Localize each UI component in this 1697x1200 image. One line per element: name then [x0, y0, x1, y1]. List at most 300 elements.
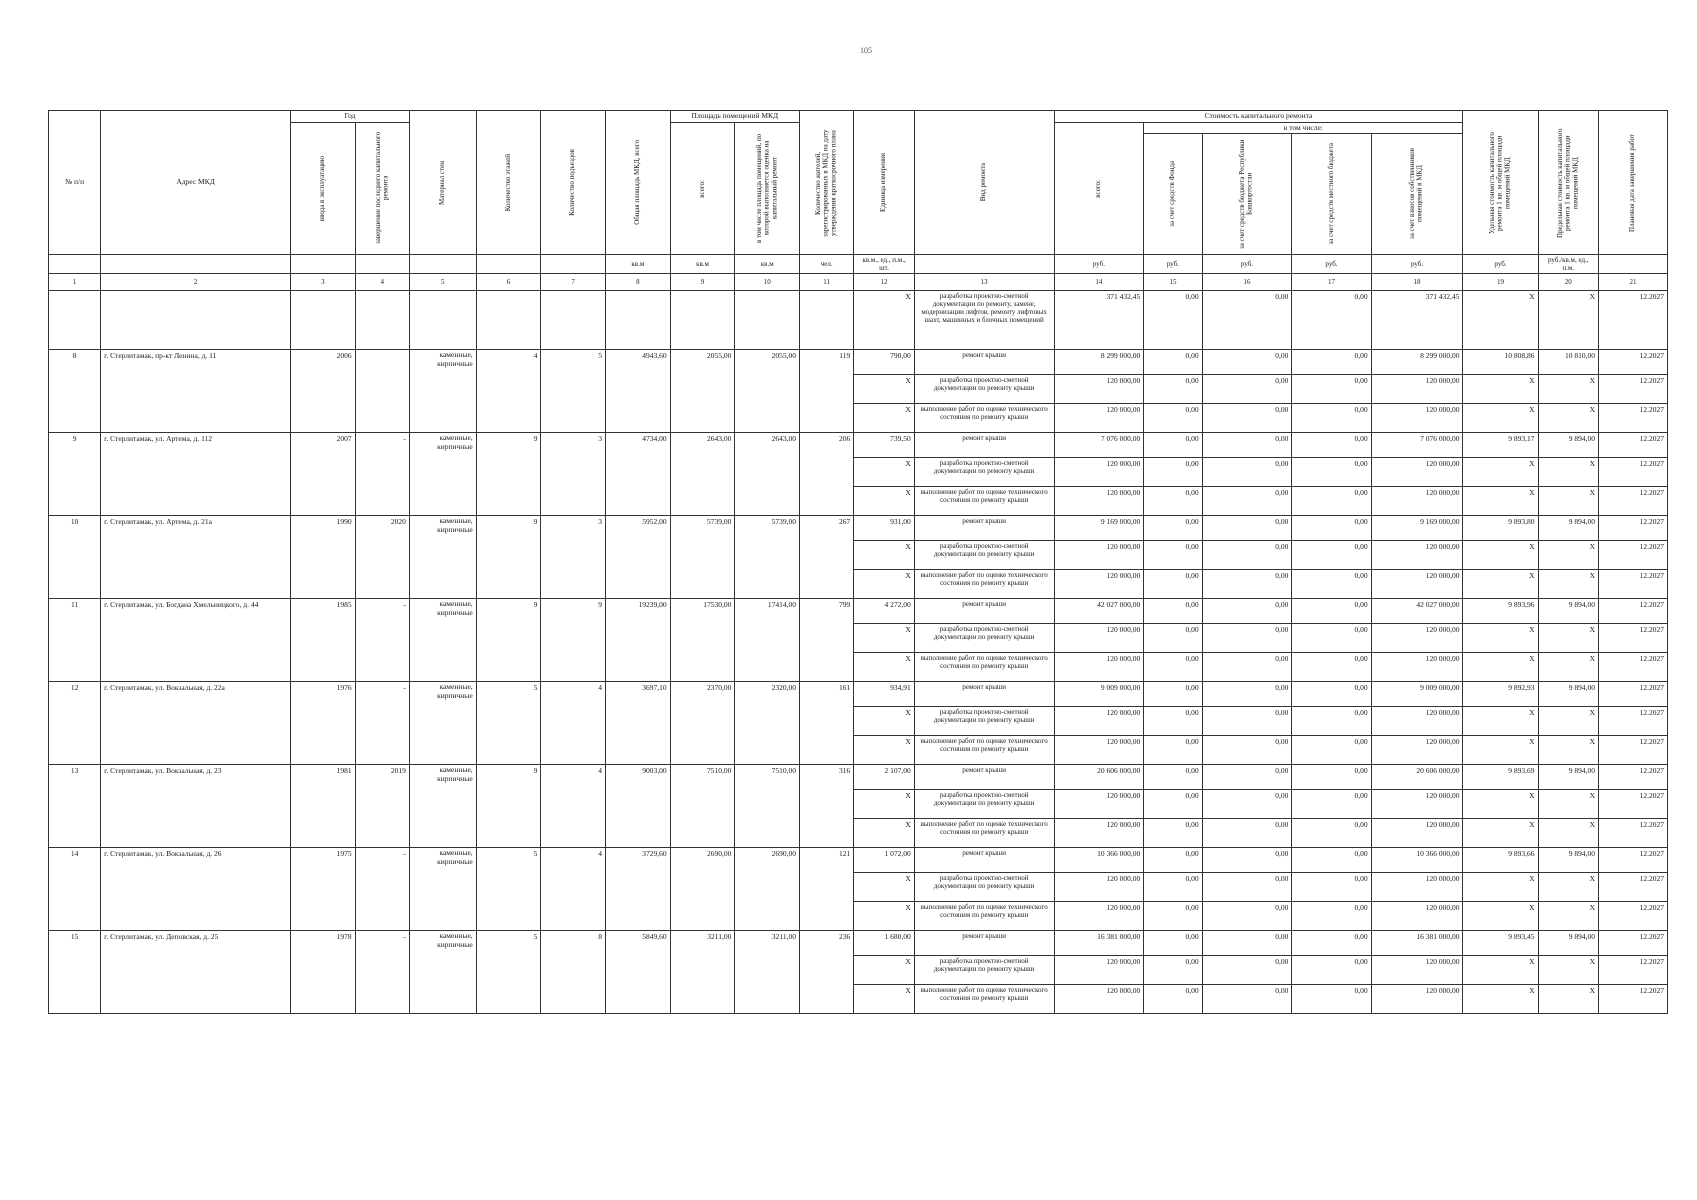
subcell-work: разработка проектно-сметной документации по ремонту крыши: [914, 707, 1054, 736]
subcell-x: X: [854, 375, 915, 404]
cell-no: 12: [49, 682, 101, 765]
subcell-work: выполнение работ по оценке технического состояния по ремонту крыши: [914, 653, 1054, 682]
subcell-x: X: [1463, 624, 1538, 653]
cell-entr: 4: [541, 848, 606, 931]
subcell-rep: 0,00: [1202, 902, 1292, 931]
cell-last: -: [355, 848, 409, 931]
subcell-date: 12.2027: [1599, 375, 1668, 404]
subcell-local: 0,00: [1292, 487, 1371, 516]
subcell-x: X: [1538, 570, 1599, 599]
subcell-owners: 120 000,00: [1371, 873, 1463, 902]
cell-last: [355, 350, 409, 433]
cell-area: 9003,00: [606, 765, 671, 848]
cell-spec: 9 893,45: [1463, 931, 1538, 956]
header-limit-cost: Предельная стоимость капитального ремонта 1 кв. м общей площади помещений МКД: [1555, 127, 1580, 238]
cell-work: ремонт крыши: [914, 599, 1054, 624]
subcell-owners: 120 000,00: [1371, 790, 1463, 819]
table-row: [49, 765, 1668, 790]
cell-prem_r: 2690,00: [735, 848, 800, 931]
cell-year: 1985: [291, 599, 356, 682]
cell-area: 3697,10: [606, 682, 671, 765]
subcell-fund: 0,00: [1144, 707, 1202, 736]
subcell-work: выполнение работ по оценке технического состояния по ремонту крыши: [914, 819, 1054, 848]
cell-res: 267: [800, 516, 854, 599]
cell-lim: 9 894,00: [1538, 682, 1599, 707]
subcell-work: разработка проектно-сметной документации по ремонту крыши: [914, 956, 1054, 985]
subcell-owners: 120 000,00: [1371, 707, 1463, 736]
subcell-owners: 120 000,00: [1371, 985, 1463, 1014]
carryover-row: X разработка проектно-сметной документации по ремонту, замене, модернизации лифтов, ремонту лифтовых шахт, машинных и блочных помещений 371 432,45 0,00 0,00 0,00 371 432,45 X X 12.2027: [49, 291, 1668, 350]
cell-year: 2006: [291, 350, 356, 433]
subcell-x: X: [1463, 873, 1538, 902]
subcell-rep: 0,00: [1202, 736, 1292, 765]
cell-no: 15: [49, 931, 101, 1014]
cell-local: 0,00: [1292, 931, 1371, 956]
cell-total: 20 606 000,00: [1054, 765, 1144, 790]
cell-last: -: [355, 599, 409, 682]
cell-date: 12.2027: [1599, 599, 1668, 624]
cell-work: ремонт крыши: [914, 682, 1054, 707]
cell-area: 4943,60: [606, 350, 671, 433]
subcell-total: 120 000,00: [1054, 736, 1144, 765]
subcell-date: 12.2027: [1599, 653, 1668, 682]
subcell-date: 12.2027: [1599, 902, 1668, 931]
cell-work: ремонт крыши: [914, 765, 1054, 790]
subcell-total: 120 000,00: [1054, 570, 1144, 599]
subcell-x: X: [1538, 956, 1599, 985]
subcell-fund: 0,00: [1144, 790, 1202, 819]
subcell-x: X: [1463, 458, 1538, 487]
cell-total: 16 381 000,00: [1054, 931, 1144, 956]
subcell-x: X: [1463, 790, 1538, 819]
cell-address: г. Стерлитамак, ул. Богдана Хмельницкого, д. 44: [101, 599, 291, 682]
cell-owners: 8 299 000,00: [1371, 350, 1463, 375]
cell-local: 0,00: [1292, 599, 1371, 624]
subcell-fund: 0,00: [1144, 487, 1202, 516]
subcell-total: 120 000,00: [1054, 404, 1144, 433]
cell-floors: 5: [476, 682, 541, 765]
subcell-rep: 0,00: [1202, 541, 1292, 570]
header-wall-material: Материал стен: [437, 160, 446, 205]
subcell-local: 0,00: [1292, 736, 1371, 765]
subcell-rep: 0,00: [1202, 570, 1292, 599]
subcell-local: 0,00: [1292, 653, 1371, 682]
cell-last: -: [355, 931, 409, 1014]
subcell-date: 12.2027: [1599, 873, 1668, 902]
cell-prem_r: 2320,00: [735, 682, 800, 765]
subcell-work: выполнение работ по оценке технического состояния по ремонту крыши: [914, 404, 1054, 433]
subcell-x: X: [1538, 902, 1599, 931]
subcell-date: 12.2027: [1599, 736, 1668, 765]
subcell-x: X: [1538, 404, 1599, 433]
header-entrances: Количество подъездов: [568, 149, 577, 217]
subcell-x: X: [1463, 541, 1538, 570]
cell-total: 10 366 000,00: [1054, 848, 1144, 873]
subcell-local: 0,00: [1292, 570, 1371, 599]
cell-material: каменные, кирпичные: [409, 516, 476, 599]
subcell-work: выполнение работ по оценке технического состояния по ремонту крыши: [914, 570, 1054, 599]
cell-rep: 0,00: [1202, 682, 1292, 707]
cell-prem: 7510,00: [670, 765, 735, 848]
cell-fund: 0,00: [1144, 931, 1202, 956]
subcell-x: X: [1538, 790, 1599, 819]
subcell-x: X: [854, 819, 915, 848]
cell-floors: 9: [476, 765, 541, 848]
subcell-x: X: [1538, 819, 1599, 848]
header-specific-cost: Удельная стоимость капитального ремонта 1 кв. м общей площади помещений МКД: [1487, 131, 1512, 234]
subcell-fund: 0,00: [1144, 624, 1202, 653]
cell-local: 0,00: [1292, 765, 1371, 790]
cell-no: 13: [49, 765, 101, 848]
subcell-fund: 0,00: [1144, 873, 1202, 902]
header-owners: за счет взносов собственников помещений в МКД: [1408, 148, 1425, 240]
cell-date: 12.2027: [1599, 516, 1668, 541]
cell-prem_r: 7510,00: [735, 765, 800, 848]
cell-owners: 9 169 000,00: [1371, 516, 1463, 541]
subcell-x: X: [854, 458, 915, 487]
cell-res: 161: [800, 682, 854, 765]
subcell-x: X: [1538, 375, 1599, 404]
header-cost-total: всего:: [1094, 179, 1103, 198]
cell-date: 12.2027: [1599, 433, 1668, 458]
subcell-x: X: [1538, 458, 1599, 487]
cell-year: 1978: [291, 931, 356, 1014]
header-premises-repaired: в том числе площадь помещений, по которой выполняется оценка на капитальный ремонт: [754, 133, 779, 244]
subcell-owners: 120 000,00: [1371, 956, 1463, 985]
table-row: [49, 682, 1668, 707]
table-row: [49, 350, 1668, 375]
cell-no: 11: [49, 599, 101, 682]
cell-prem: 17530,00: [670, 599, 735, 682]
cell-rep: 0,00: [1202, 848, 1292, 873]
cell-address: г. Стерлитамак, ул. Деповская, д. 25: [101, 931, 291, 1014]
cell-no: 8: [49, 350, 101, 433]
subcell-work: разработка проектно-сметной документации по ремонту крыши: [914, 458, 1054, 487]
cell-date: 12.2027: [1599, 848, 1668, 873]
subcell-local: 0,00: [1292, 902, 1371, 931]
subcell-x: X: [1463, 736, 1538, 765]
subcell-owners: 120 000,00: [1371, 902, 1463, 931]
cell-qty: 1 072,00: [854, 848, 915, 873]
cell-rep: 0,00: [1202, 350, 1292, 375]
subcell-fund: 0,00: [1144, 653, 1202, 682]
subcell-work: разработка проектно-сметной документации по ремонту крыши: [914, 790, 1054, 819]
cell-year: 2007: [291, 433, 356, 516]
subcell-total: 120 000,00: [1054, 819, 1144, 848]
cell-entr: 5: [541, 350, 606, 433]
cell-spec: 10 808,86: [1463, 350, 1538, 375]
subcell-x: X: [854, 404, 915, 433]
cell-address: г. Стерлитамак, ул. Вокзальная, д. 23: [101, 765, 291, 848]
subcell-fund: 0,00: [1144, 819, 1202, 848]
cell-lim: 9 894,00: [1538, 931, 1599, 956]
cell-rep: 0,00: [1202, 516, 1292, 541]
cell-lim: 9 894,00: [1538, 765, 1599, 790]
subcell-total: 120 000,00: [1054, 458, 1144, 487]
subcell-x: X: [1463, 956, 1538, 985]
cell-local: 0,00: [1292, 682, 1371, 707]
subcell-work: выполнение работ по оценке технического состояния по ремонту крыши: [914, 487, 1054, 516]
subcell-fund: 0,00: [1144, 570, 1202, 599]
subcell-total: 120 000,00: [1054, 790, 1144, 819]
subcell-date: 12.2027: [1599, 790, 1668, 819]
subcell-rep: 0,00: [1202, 624, 1292, 653]
subcell-owners: 120 000,00: [1371, 375, 1463, 404]
cell-address: г. Стерлитамак, ул. Артема, д. 112: [101, 433, 291, 516]
cell-lim: 9 894,00: [1538, 433, 1599, 458]
cell-spec: 9 893,80: [1463, 516, 1538, 541]
cell-fund: 0,00: [1144, 599, 1202, 624]
subcell-local: 0,00: [1292, 790, 1371, 819]
cell-rep: 0,00: [1202, 433, 1292, 458]
subcell-owners: 120 000,00: [1371, 819, 1463, 848]
cell-prem_r: 5739,00: [735, 516, 800, 599]
units-row: кв.м кв.м кв.м чел. кв.м., ед., п.м., шт. руб. руб. руб. руб. руб. руб. руб./кв.м, ед., п.м.: [49, 255, 1668, 274]
subcell-x: X: [1463, 570, 1538, 599]
cell-material: каменные, кирпичные: [409, 848, 476, 931]
subcell-fund: 0,00: [1144, 985, 1202, 1014]
subcell-rep: 0,00: [1202, 819, 1292, 848]
cell-owners: 9 009 000,00: [1371, 682, 1463, 707]
subcell-rep: 0,00: [1202, 653, 1292, 682]
cell-floors: 4: [476, 350, 541, 433]
cell-prem_r: 2643,00: [735, 433, 800, 516]
subcell-local: 0,00: [1292, 375, 1371, 404]
cell-rep: 0,00: [1202, 931, 1292, 956]
subcell-work: разработка проектно-сметной документации по ремонту крыши: [914, 624, 1054, 653]
header-address: Адрес МКД: [101, 111, 291, 255]
cell-res: 236: [800, 931, 854, 1014]
cell-entr: 4: [541, 765, 606, 848]
header-premises-group: Площадь помещений МКД: [670, 111, 799, 123]
subcell-work: разработка проектно-сметной документации по ремонту крыши: [914, 541, 1054, 570]
subcell-work: разработка проектно-сметной документации по ремонту крыши: [914, 375, 1054, 404]
cell-owners: 20 606 000,00: [1371, 765, 1463, 790]
subcell-date: 12.2027: [1599, 819, 1668, 848]
subcell-fund: 0,00: [1144, 956, 1202, 985]
cell-last: -: [355, 682, 409, 765]
header-incl: в том числе:: [1144, 122, 1463, 134]
cell-date: 12.2027: [1599, 765, 1668, 790]
cell-prem_r: 2055,00: [735, 350, 800, 433]
subcell-local: 0,00: [1292, 624, 1371, 653]
subcell-x: X: [854, 570, 915, 599]
subcell-local: 0,00: [1292, 404, 1371, 433]
subcell-date: 12.2027: [1599, 624, 1668, 653]
subcell-total: 120 000,00: [1054, 956, 1144, 985]
cell-entr: 3: [541, 516, 606, 599]
cell-qty: 2 107,00: [854, 765, 915, 790]
subcell-date: 12.2027: [1599, 985, 1668, 1014]
cell-qty: 934,91: [854, 682, 915, 707]
subcell-date: 12.2027: [1599, 458, 1668, 487]
subcell-x: X: [854, 985, 915, 1014]
cell-local: 0,00: [1292, 848, 1371, 873]
cell-fund: 0,00: [1144, 765, 1202, 790]
header-premises-total: всего:: [697, 179, 706, 198]
subcell-rep: 0,00: [1202, 790, 1292, 819]
header-local: за счет средств местного бюджета: [1326, 143, 1335, 246]
cell-year: 1976: [291, 682, 356, 765]
cell-spec: 9 893,69: [1463, 765, 1538, 790]
cell-local: 0,00: [1292, 350, 1371, 375]
cell-fund: 0,00: [1144, 682, 1202, 707]
cell-area: 5952,00: [606, 516, 671, 599]
cell-area: 3729,60: [606, 848, 671, 931]
cell-fund: 0,00: [1144, 350, 1202, 375]
subcell-x: X: [854, 541, 915, 570]
column-numbers-row: 1 2 3 4 5 6 7 8 9 10 11 12 13 14 15 16 17 18 19 20 21: [49, 274, 1668, 291]
header-work-type: Вид ремонта: [979, 163, 988, 202]
subcell-x: X: [1538, 985, 1599, 1014]
subcell-x: X: [1538, 736, 1599, 765]
cell-fund: 0,00: [1144, 433, 1202, 458]
subcell-x: X: [1538, 873, 1599, 902]
subcell-owners: 120 000,00: [1371, 541, 1463, 570]
subcell-x: X: [1463, 375, 1538, 404]
cell-year: 1975: [291, 848, 356, 931]
subcell-local: 0,00: [1292, 819, 1371, 848]
page-number: 105: [860, 46, 872, 55]
subcell-date: 12.2027: [1599, 487, 1668, 516]
cell-spec: 9 893,96: [1463, 599, 1538, 624]
header-republic: за счет средств бюджета Республики Башкортостан: [1238, 139, 1254, 249]
cell-no: 14: [49, 848, 101, 931]
cell-prem_r: 3211,00: [735, 931, 800, 1014]
cell-address: г. Стерлитамак, пр-кт Ленина, д. 11: [101, 350, 291, 433]
subcell-work: выполнение работ по оценке технического состояния по ремонту крыши: [914, 902, 1054, 931]
cell-entr: 9: [541, 599, 606, 682]
subcell-x: X: [1538, 653, 1599, 682]
table-row: [49, 516, 1668, 541]
subcell-x: X: [854, 624, 915, 653]
cell-address: г. Стерлитамак, ул. Артема, д. 21а: [101, 516, 291, 599]
capital-repair-table: [48, 110, 1668, 1014]
cell-material: каменные, кирпичные: [409, 350, 476, 433]
cell-floors: 5: [476, 848, 541, 931]
cell-spec: 9 893,66: [1463, 848, 1538, 873]
cell-material: каменные, кирпичные: [409, 931, 476, 1014]
cell-res: 206: [800, 433, 854, 516]
subcell-owners: 120 000,00: [1371, 487, 1463, 516]
table-row: [49, 848, 1668, 873]
cell-lim: 9 894,00: [1538, 516, 1599, 541]
subcell-owners: 120 000,00: [1371, 653, 1463, 682]
subcell-x: X: [854, 873, 915, 902]
subcell-fund: 0,00: [1144, 375, 1202, 404]
cell-area: 5849,60: [606, 931, 671, 1014]
cell-prem: 2055,00: [670, 350, 735, 433]
cell-lim: 9 894,00: [1538, 848, 1599, 873]
subcell-date: 12.2027: [1599, 707, 1668, 736]
cell-local: 0,00: [1292, 516, 1371, 541]
subcell-rep: 0,00: [1202, 458, 1292, 487]
header-floors: Количество этажей: [503, 153, 512, 212]
subcell-rep: 0,00: [1202, 956, 1292, 985]
cell-qty: 1 680,00: [854, 931, 915, 956]
table-row: [49, 931, 1668, 956]
header-year-group: Год: [291, 111, 410, 123]
subcell-total: 120 000,00: [1054, 624, 1144, 653]
cell-material: каменные, кирпичные: [409, 599, 476, 682]
subcell-owners: 120 000,00: [1371, 404, 1463, 433]
cell-owners: 7 076 000,00: [1371, 433, 1463, 458]
subcell-x: X: [1538, 624, 1599, 653]
cell-res: 316: [800, 765, 854, 848]
header-plan-date: Плановая дата завершения работ: [1628, 133, 1637, 232]
cell-qty: 739,50: [854, 433, 915, 458]
cell-last: 2020: [355, 516, 409, 599]
subcell-fund: 0,00: [1144, 458, 1202, 487]
subcell-fund: 0,00: [1144, 902, 1202, 931]
subcell-date: 12.2027: [1599, 570, 1668, 599]
cell-prem: 2690,00: [670, 848, 735, 931]
subcell-total: 120 000,00: [1054, 541, 1144, 570]
subcell-rep: 0,00: [1202, 375, 1292, 404]
subcell-x: X: [1538, 487, 1599, 516]
subcell-x: X: [854, 790, 915, 819]
subcell-x: X: [1538, 707, 1599, 736]
cell-lim: 9 894,00: [1538, 599, 1599, 624]
subcell-local: 0,00: [1292, 873, 1371, 902]
header-no: № п/п: [49, 111, 101, 255]
cell-address: г. Стерлитамак, ул. Вокзальная, д. 26: [101, 848, 291, 931]
header-residents: Количество жителей, зарегистрированных в МКД на дату утверждения краткосрочного плана: [814, 128, 838, 237]
subcell-x: X: [854, 736, 915, 765]
subcell-work: выполнение работ по оценке технического состояния по ремонту крыши: [914, 985, 1054, 1014]
header-year-last-repair: завершение последнего капитального ремонта: [373, 132, 390, 245]
cell-floors: 9: [476, 433, 541, 516]
subcell-rep: 0,00: [1202, 404, 1292, 433]
cell-total: 9 169 000,00: [1054, 516, 1144, 541]
cell-address: г. Стерлитамак, ул. Вокзальная, д. 22а: [101, 682, 291, 765]
cell-floors: 9: [476, 599, 541, 682]
subcell-work: разработка проектно-сметной документации по ремонту крыши: [914, 873, 1054, 902]
header-cost-group: Стоимость капитального ремонта: [1054, 111, 1463, 123]
cell-no: 9: [49, 433, 101, 516]
cell-prem: 5739,00: [670, 516, 735, 599]
table-row: [49, 599, 1668, 624]
subcell-local: 0,00: [1292, 707, 1371, 736]
cell-lim: 10 810,00: [1538, 350, 1599, 375]
cell-date: 12.2027: [1599, 682, 1668, 707]
subcell-rep: 0,00: [1202, 985, 1292, 1014]
cell-material: каменные, кирпичные: [409, 682, 476, 765]
cell-year: 1990: [291, 516, 356, 599]
cell-res: 119: [800, 350, 854, 433]
subcell-rep: 0,00: [1202, 707, 1292, 736]
header-unit: Единица измерения: [879, 153, 888, 213]
subcell-total: 120 000,00: [1054, 902, 1144, 931]
cell-area: 19239,00: [606, 599, 671, 682]
cell-material: каменные, кирпичные: [409, 433, 476, 516]
cell-date: 12.2027: [1599, 350, 1668, 375]
cell-floors: 9: [476, 516, 541, 599]
cell-qty: 4 272,00: [854, 599, 915, 624]
subcell-date: 12.2027: [1599, 956, 1668, 985]
cell-rep: 0,00: [1202, 599, 1292, 624]
cell-owners: 16 381 000,00: [1371, 931, 1463, 956]
subcell-local: 0,00: [1292, 985, 1371, 1014]
subcell-x: X: [854, 487, 915, 516]
subcell-date: 12.2027: [1599, 541, 1668, 570]
cell-work: ремонт крыши: [914, 516, 1054, 541]
cell-entr: 8: [541, 931, 606, 1014]
cell-prem: 2643,00: [670, 433, 735, 516]
cell-work: ремонт крыши: [914, 848, 1054, 873]
cell-qty: 931,00: [854, 516, 915, 541]
cell-fund: 0,00: [1144, 848, 1202, 873]
